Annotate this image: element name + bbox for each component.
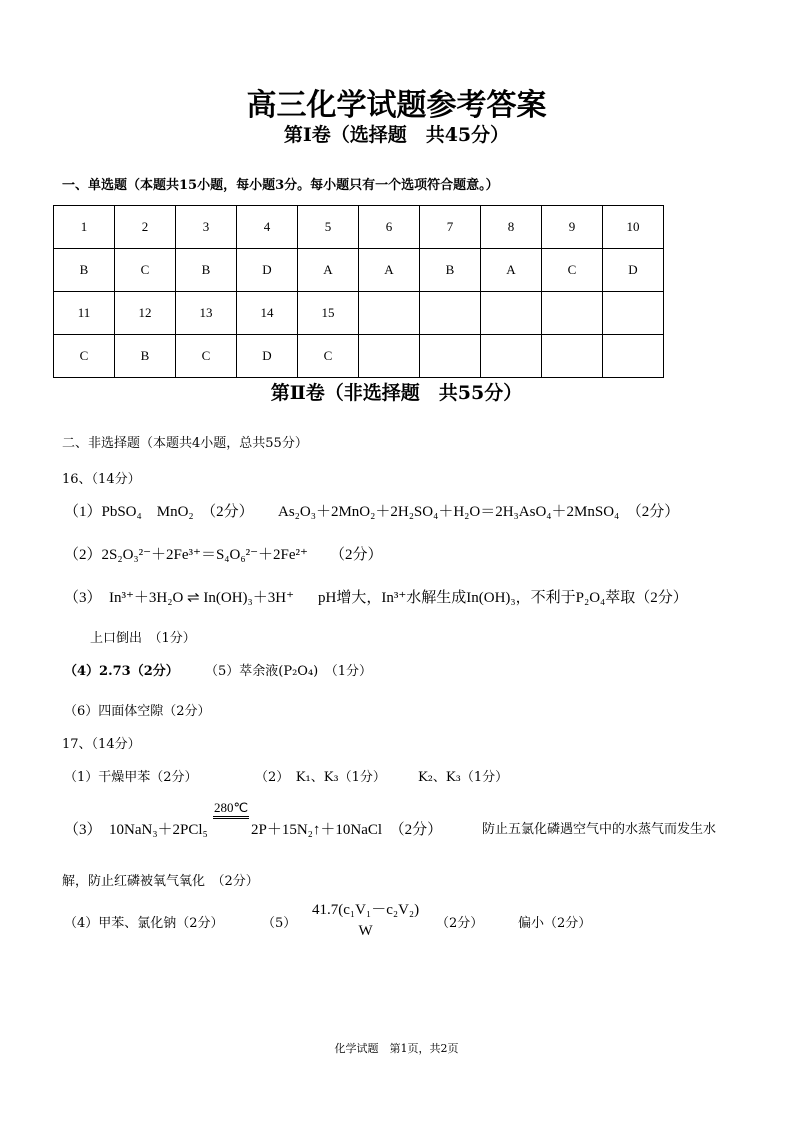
q17-5b: （2分） [436, 916, 484, 931]
table-cell: 8 [481, 206, 542, 249]
table-cell: B [115, 335, 176, 378]
table-cell: D [237, 249, 298, 292]
table-cell [542, 335, 603, 378]
table-cell: D [237, 335, 298, 378]
table-cell: 15 [298, 292, 359, 335]
q17-2: （2） K₁、K₃（1分） [255, 770, 386, 785]
table-cell: 14 [237, 292, 298, 335]
q17-3a: （3） 10NaN₃＋2PCl₅ [64, 822, 208, 838]
q17-1: （1）干燥甲苯（2分） [64, 770, 198, 785]
q16-1a: （1）PbSO₄ MnO₂ （2分） [64, 504, 254, 520]
answer-table [53, 205, 664, 378]
table-cell: 2 [115, 206, 176, 249]
table-cell: C [298, 335, 359, 378]
table-cell: 6 [359, 206, 420, 249]
denominator: W [358, 923, 373, 939]
table-row [54, 292, 664, 335]
part1-title: 第Ⅰ卷（选择题 共45分） [283, 124, 510, 146]
table-cell: 4 [237, 206, 298, 249]
q17-5: （5） [262, 916, 297, 931]
q17-3c: 防止五氯化磷遇空气中的水蒸气而发生水 [482, 822, 717, 837]
table-cell: D [603, 249, 664, 292]
table-cell: C [542, 249, 603, 292]
section2-heading: 二、非选择题（本题共4小题，总共55分） [62, 436, 308, 451]
section1-heading: 一、单选题（本题共15小题，每小题3分。每小题只有一个选项符合题意。） [62, 178, 499, 193]
q16-4: （4）2.73（2分） [64, 664, 179, 679]
reaction-condition: 280℃ [213, 800, 249, 819]
q16-2a: （2）2S₂O₃²⁻＋2Fe³⁺＝S₄O₆²⁻＋2Fe²⁺ [64, 547, 308, 563]
q16-3b: pH增大，In³⁺水解生成In(OH)₃，不利于P₂O₄萃取（2分） [318, 590, 688, 606]
table-cell: B [176, 249, 237, 292]
table-cell: 12 [115, 292, 176, 335]
table-cell: A [298, 249, 359, 292]
table-cell: C [54, 335, 115, 378]
table-cell: 7 [420, 206, 481, 249]
table-cell: 9 [542, 206, 603, 249]
table-cell [542, 292, 603, 335]
table-cell: C [176, 335, 237, 378]
table-cell: B [54, 249, 115, 292]
part2-title: 第Ⅱ卷（非选择题 共55分） [270, 382, 523, 404]
table-cell [603, 292, 664, 335]
q17-2b: K₂、K₃（1分） [418, 770, 509, 785]
q16-3c: 上口倒出 （1分） [90, 631, 196, 646]
q16-heading: 16、（14分） [62, 472, 141, 487]
table-cell: 13 [176, 292, 237, 335]
table-cell: 3 [176, 206, 237, 249]
q17-heading: 17、（14分） [62, 737, 141, 752]
table-cell [420, 292, 481, 335]
table-row [54, 249, 664, 292]
table-cell: C [115, 249, 176, 292]
table-cell: 5 [298, 206, 359, 249]
table-cell [420, 335, 481, 378]
table-cell: A [359, 249, 420, 292]
table-cell [359, 335, 420, 378]
table-cell: B [420, 249, 481, 292]
q16-5: （5）萃余液(P₂O₄) （1分） [205, 664, 373, 679]
table-row [54, 206, 664, 249]
q17-4: （4）甲苯、氯化钠（2分） [64, 916, 224, 931]
numerator: 41.7(c₁V₁－c₂V₂) [312, 902, 420, 918]
q16-3a: （3） In³⁺＋3H₂O ⇌ In(OH)₃＋3H⁺ [64, 590, 295, 606]
table-cell [359, 292, 420, 335]
footer: 化学试题 第1页，共2页 [334, 1042, 459, 1055]
table-cell: 11 [54, 292, 115, 335]
page-title: 高三化学试题参考答案 [246, 88, 547, 123]
q16-2b: （2分） [330, 547, 383, 563]
table-cell [481, 292, 542, 335]
q16-1b: As₂O₃＋2MnO₂＋2H₂SO₄＋H₂O＝2H₃AsO₄＋2MnSO₄ （2分） [278, 504, 680, 520]
table-cell: A [481, 249, 542, 292]
table-cell: 10 [603, 206, 664, 249]
q16-6: （6）四面体空隙（2分） [64, 704, 211, 719]
q17-5c: 偏小（2分） [518, 916, 592, 931]
q17-3b: 2P＋15N₂↑＋10NaCl （2分） [251, 822, 443, 838]
q17-3d: 解，防止红磷被氧气氧化 （2分） [62, 874, 259, 889]
table-cell: 1 [54, 206, 115, 249]
table-row [54, 335, 664, 378]
table-cell [481, 335, 542, 378]
table-cell [603, 335, 664, 378]
fraction [312, 898, 419, 940]
